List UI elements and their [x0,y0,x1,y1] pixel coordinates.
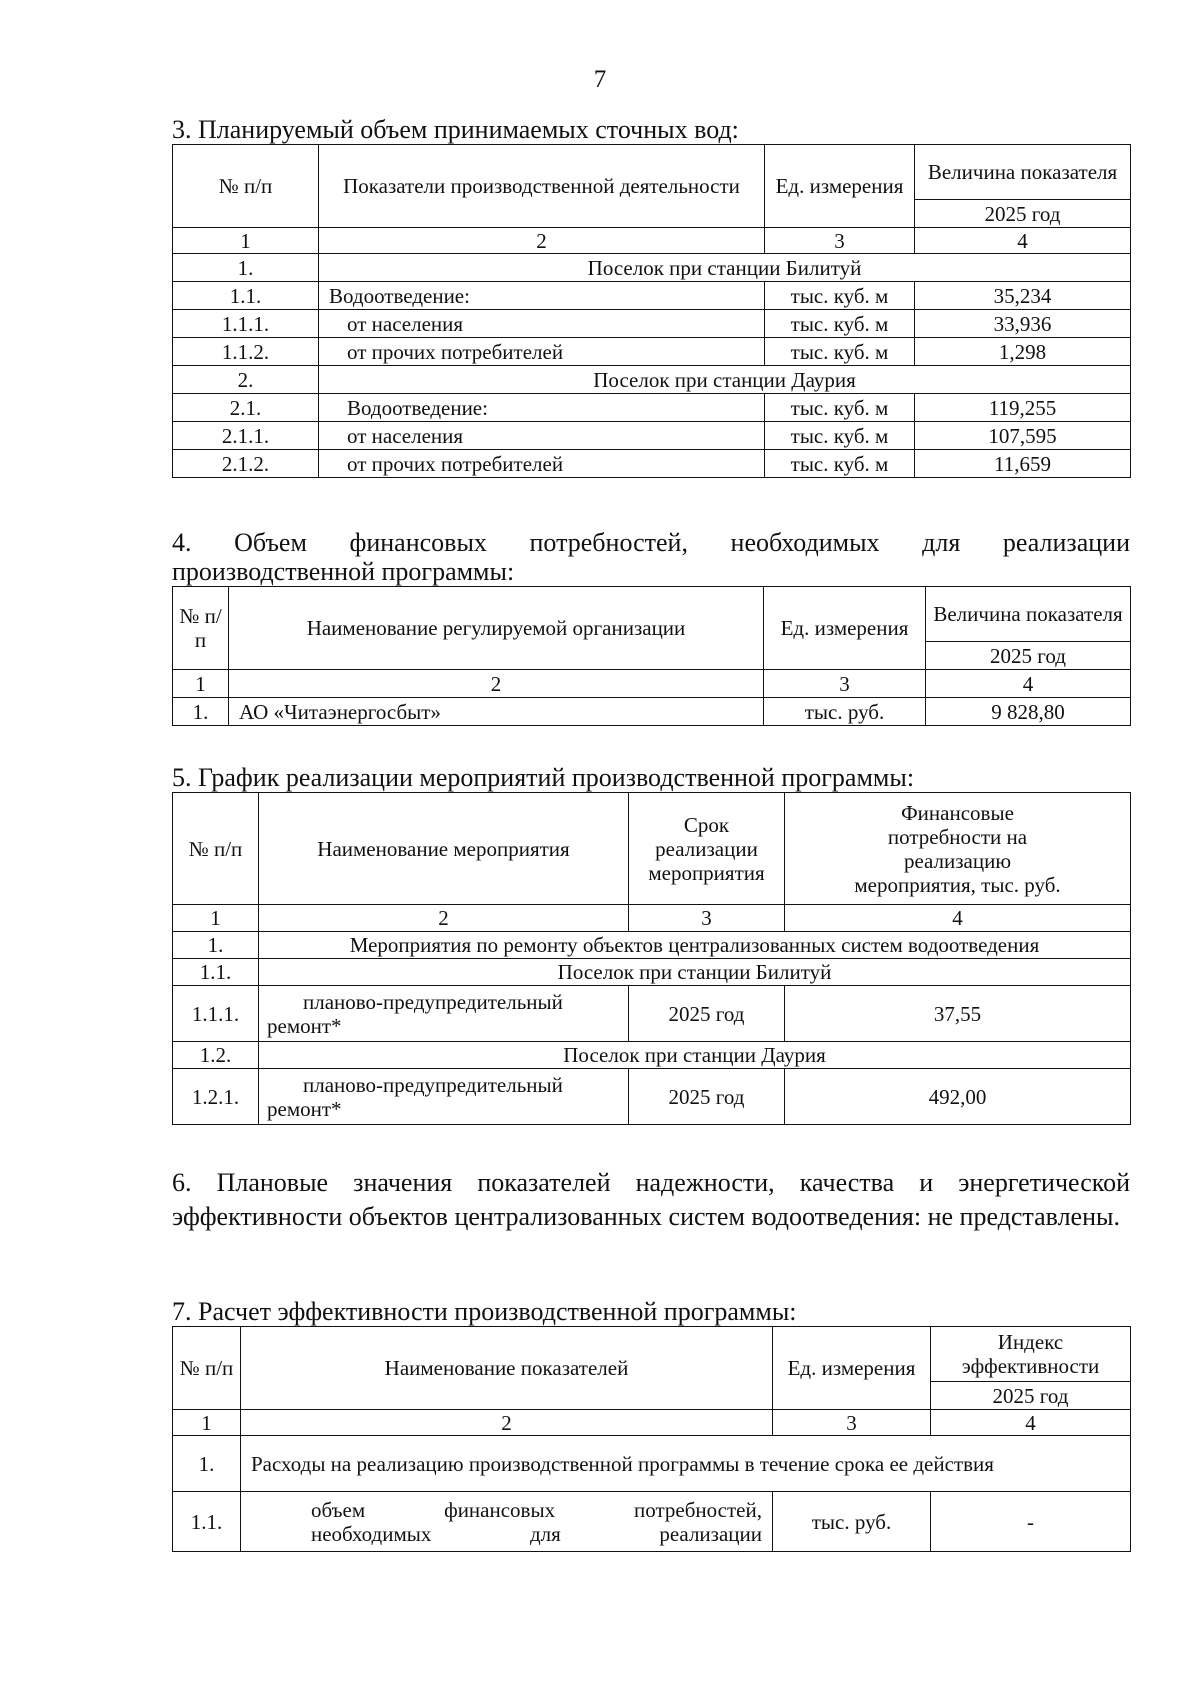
section-3 [172,115,1130,478]
header-year: 2025 год [915,200,1131,228]
row-num: 2.1. [173,394,319,422]
table-row [173,366,1131,394]
header-value: Величина показателя [915,145,1131,200]
row-value: 35,234 [915,282,1131,310]
header-indicator: Наименование показателей [241,1327,773,1410]
header-org: Наименование регулируемой организации [229,587,764,670]
row-value: 492,00 [785,1069,1131,1125]
col-number: 4 [931,1410,1131,1436]
row-value: 9 828,80 [926,698,1131,726]
row-name-line2: необходимых для реализации [311,1521,762,1546]
row-num: 2.1.2. [173,450,319,478]
row-num: 1. [173,1436,241,1492]
row-name-line1: объем финансовых потребностей, [311,1497,762,1522]
header-unit: Ед. измерения [773,1327,931,1410]
row-value: 119,255 [915,394,1131,422]
table-row [173,1436,1131,1492]
row-name: Водоотведение: [319,394,765,422]
header-num: № п/п [173,587,229,670]
row-value: 11,659 [915,450,1131,478]
row-name: планово-предупредительный ремонт* [259,1069,629,1125]
section-4-title [172,528,1130,586]
row-num: 1.1. [173,1492,241,1552]
row-num: 1.1.1. [173,986,259,1042]
row-value: 107,595 [915,422,1131,450]
row-num: 1.2.1. [173,1069,259,1125]
section-7-title: 7. Расчет эффективности производственной программы: [172,1297,797,1326]
row-group: Мероприятия по ремонту объектов централизованных систем водоотведения [259,932,1131,959]
row-unit: тыс. куб. м [765,394,915,422]
row-num: 1. [173,698,229,726]
row-term: 2025 год [629,986,785,1042]
col-number: 1 [173,905,259,932]
table-row [173,959,1131,986]
efficiency-table [172,1326,1131,1552]
header-num: № п/п [173,1327,241,1410]
table-row [173,254,1131,282]
col-number: 2 [319,228,765,254]
row-unit: тыс. куб. м [765,310,915,338]
row-name: планово-предупредительный ремонт* [259,986,629,1042]
row-name: от прочих потребителей [319,338,765,366]
col-number: 1 [173,1410,241,1436]
row-unit: тыс. куб. м [765,282,915,310]
row-num: 1. [173,932,259,959]
col-number: 2 [241,1410,773,1436]
table-row [173,310,1131,338]
table-row [173,1069,1131,1125]
row-name: АО «Читаэнергосбыт» [229,698,764,726]
row-num: 2.1.1. [173,422,319,450]
table-row [173,450,1131,478]
row-num: 1.1. [173,959,259,986]
col-number: 3 [765,228,915,254]
row-name: Водоотведение: [319,282,765,310]
page-number: 7 [593,66,607,93]
wastewater-volume-table [172,144,1131,478]
col-number: 1 [173,670,229,698]
table-row [173,1042,1131,1069]
row-group: Поселок при станции Билитуй [319,254,1131,282]
row-num: 1. [173,254,319,282]
row-group: Поселок при станции Даурия [259,1042,1131,1069]
section-4 [172,528,1130,726]
table-row [173,1492,1131,1552]
col-number: 2 [259,905,629,932]
row-group: Расходы на реализацию производственной программы в течение срока ее действия [241,1436,1131,1492]
row-name: от населения [319,422,765,450]
row-group: Поселок при станции Даурия [319,366,1131,394]
row-num: 2. [173,366,319,394]
col-number: 1 [173,228,319,254]
row-unit: тыс. куб. м [765,422,915,450]
row-unit: тыс. руб. [773,1492,931,1552]
col-number: 3 [773,1410,931,1436]
row-value: - [931,1492,1131,1552]
header-term: Срок реализации мероприятия [629,793,785,905]
header-value: Величина показателя [926,587,1131,642]
header-finance: Финансовые потребности на реализацию мероприятия, тыс. руб. [785,793,1131,905]
table-row [173,394,1131,422]
section-6-text: 6. Плановые значения показателей надежности, качества и энергетической эффективности объектов централизованных систем водоотведения: не представлены. [172,1168,1130,1231]
row-value: 37,55 [785,986,1131,1042]
header-num: № п/п [173,793,259,905]
table-row [173,986,1131,1042]
financial-needs-table [172,586,1131,726]
col-number: 4 [785,905,1131,932]
header-unit: Ед. измерения [764,587,926,670]
col-number: 4 [915,228,1131,254]
row-num: 1.1.2. [173,338,319,366]
header-index: Индекс эффективности [931,1327,1131,1382]
events-schedule-table [172,792,1131,1125]
row-num: 1.2. [173,1042,259,1069]
section-4-title-line1: 4. Объем финансовых потребностей, необходимых для реализации [172,528,1130,557]
row-num: 1.1. [173,282,319,310]
section-3-title: 3. Планируемый объем принимаемых сточных вод: [172,115,739,144]
col-number: 2 [229,670,764,698]
row-unit: тыс. куб. м [765,450,915,478]
row-group: Поселок при станции Билитуй [259,959,1131,986]
section-5 [172,763,1130,1125]
row-value: 1,298 [915,338,1131,366]
table-row [173,282,1131,310]
col-number: 3 [629,905,785,932]
row-num: 1.1.1. [173,310,319,338]
table-row [173,422,1131,450]
section-4-title-line2: производственной программы: [172,557,515,586]
table-row [173,932,1131,959]
table-row [173,698,1131,726]
header-indicator: Показатели производственной деятельности [319,145,765,228]
row-value: 33,936 [915,310,1131,338]
section-5-title: 5. График реализации мероприятий производственной программы: [172,763,915,792]
row-unit: тыс. руб. [764,698,926,726]
row-name [241,1492,773,1552]
row-name: от населения [319,310,765,338]
header-num: № п/п [173,145,319,228]
header-unit: Ед. измерения [765,145,915,228]
table-row [173,338,1131,366]
col-number: 3 [764,670,926,698]
header-year: 2025 год [931,1382,1131,1410]
row-term: 2025 год [629,1069,785,1125]
row-name: от прочих потребителей [319,450,765,478]
header-year: 2025 год [926,642,1131,670]
header-event: Наименование мероприятия [259,793,629,905]
row-unit: тыс. куб. м [765,338,915,366]
section-7 [172,1297,1130,1552]
col-number: 4 [926,670,1131,698]
